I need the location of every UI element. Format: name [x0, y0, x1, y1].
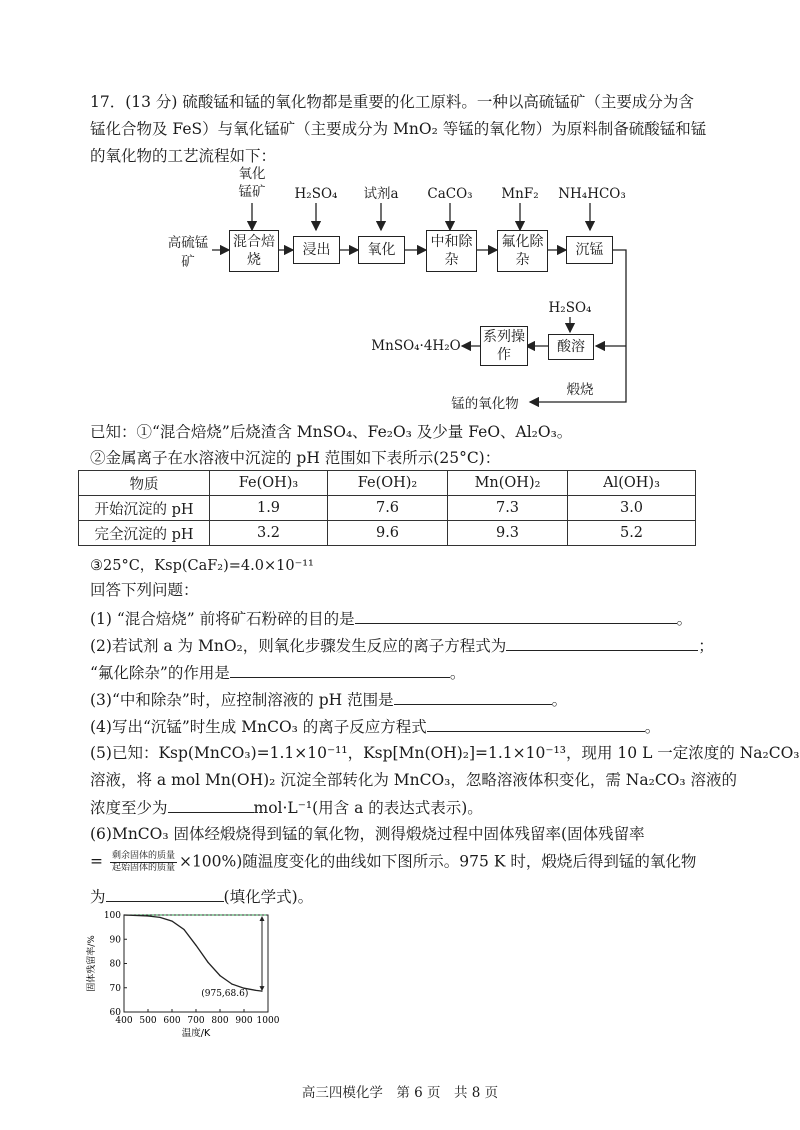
q2b-answer-blank[interactable]	[230, 662, 450, 678]
oxide-ore-label: 氧化锰矿	[238, 166, 266, 200]
data-point	[159, 917, 160, 918]
table-cell: 9.6	[328, 521, 448, 546]
reagent-h2so4-label: H₂SO₄	[294, 186, 338, 202]
q2a-line: (2)若试剂 a 为 MnO₂，则氧化步骤发生反应的离子方程式为 ；	[90, 637, 714, 655]
table-cell: 1.9	[210, 496, 328, 521]
q6c-post: (填化学式)。	[223, 888, 314, 906]
x-tick-label: 400	[115, 1016, 133, 1026]
table-cell: 3.0	[568, 496, 696, 521]
q6b-line	[90, 851, 696, 874]
residue-fraction	[110, 851, 177, 874]
table-header-row	[79, 471, 696, 496]
q4-line: (4)写出“沉锰”时生成 MnCO₃ 的离子反应方程式 。	[90, 718, 661, 736]
y-tick-label: 60	[109, 1008, 121, 1018]
table-cell: 7.3	[448, 496, 568, 521]
reagent-a-label: 试剂a	[363, 186, 399, 202]
q2a-text: (2)若试剂 a 为 MnO₂，则氧化步骤发生反应的离子方程式为	[90, 637, 507, 655]
product-mn-oxide-label: 锰的氧化物	[451, 396, 519, 412]
data-point	[207, 962, 208, 963]
ph-table	[78, 470, 696, 546]
table-cell: 7.6	[328, 496, 448, 521]
step-acid-dissolve: 酸溶	[548, 334, 594, 360]
data-point	[171, 920, 172, 921]
x-tick-label: 500	[139, 1016, 157, 1026]
q5-answer-blank[interactable]	[168, 797, 254, 813]
table-cell: 完全沉淀的 pH	[79, 521, 210, 546]
q6c-line	[90, 886, 313, 907]
table-row	[79, 496, 696, 521]
step-leaching: 浸出	[293, 236, 340, 264]
q4-text: (4)写出“沉锰”时生成 MnCO₃ 的离子反应方程式	[90, 718, 427, 736]
fraction-numerator: 剩余固体的质量	[111, 851, 175, 861]
residue-curve	[124, 915, 262, 991]
step-series-ops: 系列操作	[480, 326, 528, 366]
q3-answer-blank[interactable]	[394, 689, 552, 705]
q1-text: (1) “混合焙烧” 前将矿石粉碎的目的是	[90, 610, 355, 628]
data-point	[147, 915, 148, 916]
known-3: ③25°C，Ksp(CaF₂)=4.0×10⁻¹¹	[90, 558, 314, 574]
y-tick-label: 100	[103, 911, 121, 921]
q6c-pre: 为	[90, 888, 106, 906]
q2a-answer-blank[interactable]	[506, 635, 698, 651]
table-header-cell: Fe(OH)₃	[210, 471, 328, 496]
fraction-denominator: 起始固体的质量	[111, 863, 175, 873]
q6b-eq: =	[90, 852, 103, 871]
page-footer: 高三四模化学 第 6 页 共 8 页	[301, 1085, 499, 1101]
y-axis-label: 固体残留率/%	[87, 935, 97, 992]
data-point	[255, 990, 256, 991]
q6b-post: ×100%)随温度变化的曲线如下图所示。975 K 时，煅烧后得到锰的氧化物	[178, 852, 697, 871]
answer-intro: 回答下列问题：	[90, 581, 199, 599]
q3-line: (3)“中和除杂”时，应控制溶液的 pH 范围是 。	[90, 691, 568, 709]
step-fluoride: 氟化除杂	[497, 230, 548, 272]
point-annotation: (975,68.6)	[201, 989, 249, 1000]
known-2: ②金属离子在水溶液中沉淀的 pH 范围如下表所示(25°C)：	[90, 449, 501, 467]
known-1: 已知：①“混合焙烧”后烧渣含 MnSO₄、Fe₂O₃ 及少量 FeO、Al₂O₃。	[90, 423, 573, 441]
table-header-cell: 物质	[79, 471, 210, 496]
question-line-2: 锰化合物及 FeS）与氧化锰矿（主要成分为 MnO₂ 等锰的氧化物）为原料制备硫酸锰和锰	[90, 120, 707, 138]
data-point	[183, 929, 184, 930]
raw-material-label: 高硫锰矿	[167, 235, 209, 270]
table-header-cell: Al(OH)₃	[568, 471, 696, 496]
table-header-cell: Mn(OH)₂	[448, 471, 568, 496]
calcine-label: 煅烧	[566, 382, 594, 398]
table-cell: 9.3	[448, 521, 568, 546]
q5b-line: 溶液，将 a mol Mn(OH)₂ 沉淀全部转化为 MnCO₃，忽略溶液体积变化，需 Na₂CO₃ 溶液的	[90, 771, 738, 789]
q2b-line: “氟化除杂”的作用是 。	[90, 664, 466, 682]
reagent-mnf2-label: MnF₂	[501, 186, 539, 202]
reagent-nh4hco3-label: NH₄HCO₃	[558, 186, 626, 202]
y-tick-label: 70	[109, 983, 121, 994]
q2b-text: “氟化除杂”的作用是	[90, 664, 230, 682]
question-line-3: 的氧化物的工艺流程如下：	[90, 147, 277, 165]
q5c-line	[90, 797, 483, 818]
q5c-post: mol·L⁻¹(用含 a 的表达式表示)。	[253, 799, 483, 817]
data-point	[123, 914, 124, 915]
residue-chart	[84, 905, 284, 1040]
product-mnso4-label: MnSO₄·4H₂O	[371, 338, 461, 354]
y-tick-label: 80	[109, 959, 121, 970]
step-mn-precip: 沉锰	[566, 236, 613, 264]
x-tick-label: 800	[211, 1016, 229, 1026]
q5a-line: (5)已知：Ksp(MnCO₃)=1.1×10⁻¹¹，Ksp[Mn(OH)₂]=1.1×10⁻¹³，现用 10 L 一定浓度的 Na₂CO₃	[90, 744, 800, 762]
table-header-cell: Fe(OH)₂	[328, 471, 448, 496]
q6a-line: (6)MnCO₃ 固体经煅烧得到锰的氧化物，测得煅烧过程中固体残留率(固体残留率	[90, 825, 645, 843]
table-cell: 5.2	[568, 521, 696, 546]
question-line-1: 17．(13 分) 硫酸锰和锰的氧化物都是重要的化工原料。一种以高硫锰矿（主要成分为含	[90, 93, 694, 111]
data-point	[231, 984, 232, 985]
reagent-h2so4-2-label: H₂SO₄	[548, 300, 592, 316]
x-tick-label: 900	[235, 1016, 253, 1026]
y-tick-label: 90	[109, 935, 121, 946]
arrow-head-top	[260, 916, 265, 921]
q4-answer-blank[interactable]	[427, 716, 645, 732]
x-axis-label: 温度/K	[181, 1028, 211, 1039]
reagent-caco3-label: CaCO₃	[427, 186, 473, 202]
table-cell: 开始沉淀的 pH	[79, 496, 210, 521]
data-point	[195, 945, 196, 946]
q1-line: (1) “混合焙烧” 前将矿石粉碎的目的是 。	[90, 610, 693, 628]
x-tick-label: 1000	[256, 1016, 280, 1026]
step-neutralize: 中和除杂	[426, 230, 477, 272]
table-cell: 3.2	[210, 521, 328, 546]
q5c-pre: 浓度至少为	[90, 799, 168, 817]
step-oxidation: 氧化	[358, 236, 405, 264]
step-mixed-roasting: 混合焙烧	[229, 230, 279, 272]
data-point	[219, 975, 220, 976]
x-tick-label: 600	[163, 1016, 181, 1026]
q3-text: (3)“中和除杂”时，应控制溶液的 pH 范围是	[90, 691, 394, 709]
table-row	[79, 521, 696, 546]
q1-answer-blank[interactable]	[355, 608, 677, 624]
x-tick-label: 700	[187, 1016, 205, 1026]
q6-answer-blank[interactable]	[106, 886, 224, 902]
